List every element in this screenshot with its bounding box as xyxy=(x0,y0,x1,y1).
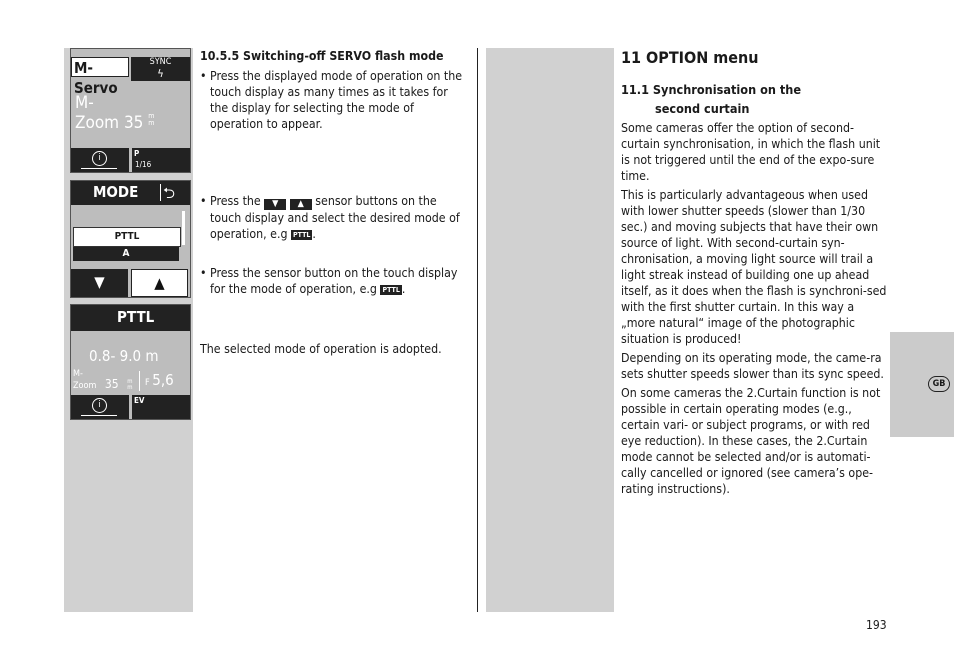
language-badge: GB xyxy=(928,376,950,392)
up-arrow-button: ▲ xyxy=(131,269,188,297)
info-icon: i xyxy=(92,398,107,413)
zoom-value: 35 xyxy=(104,377,119,391)
info-button xyxy=(71,395,129,419)
bullet: • xyxy=(200,69,207,83)
instruction-step-3: • Press the sensor button on the touch display for the mode of operation, e.g PTTL . xyxy=(200,266,458,296)
aperture-label: F xyxy=(145,378,150,388)
down-arrow-button: ▼ xyxy=(71,269,128,297)
aperture-value: 5,6 xyxy=(152,371,174,389)
right-gray-column xyxy=(486,48,614,612)
language-tab xyxy=(890,332,954,437)
bullet: • xyxy=(200,194,207,208)
back-icon: ⮌ xyxy=(163,184,176,202)
step-3-text: Press the sensor button on the touch display for the mode of operation, e.g xyxy=(210,266,458,296)
zoom-readout xyxy=(73,369,133,391)
pttl-bottom-bar xyxy=(71,395,190,419)
info-button xyxy=(71,148,129,172)
paragraph-4: On some cameras the 2.Curtain function is not possible in certain operating modes (e.g., certain vari- or subject programs, or with red eye reduction). In these cases, the 2.Curtain mode cannot be selected and/or is automati-cally cancelled or ignored (see camera’s ope-rating instructions). xyxy=(621,386,881,496)
info-underline xyxy=(81,168,117,169)
mode-list-item-selected: PTTL xyxy=(73,227,181,247)
column-divider xyxy=(477,48,478,612)
instructions-column xyxy=(200,48,466,356)
mode-list-item: A xyxy=(73,247,179,261)
ev-box xyxy=(132,395,190,419)
power-box xyxy=(132,148,190,172)
instruction-step-2: • Press the ▼ ▲ sensor buttons on the touch display and select the desired mode of operation, e.g PTTL . xyxy=(200,194,460,241)
display-pttl xyxy=(70,304,191,420)
section-heading: 10.5.5 Switching-off SERVO flash mode xyxy=(200,49,444,63)
pttl-symbol: PTTL xyxy=(382,286,400,294)
zoom-top: M- xyxy=(73,369,83,379)
instruction-step-1 xyxy=(200,68,466,132)
mode-unit: m m xyxy=(148,112,155,127)
mservo-title: M-Servo xyxy=(71,57,129,77)
subsection-title-line2: second curtain xyxy=(655,101,750,116)
power-value: 1/16 xyxy=(135,160,152,169)
zoom-label: Zoom xyxy=(73,381,97,391)
page-number: 193 xyxy=(866,618,887,632)
zoom-unit: m m xyxy=(127,378,133,391)
sync-label: SYNC xyxy=(149,57,172,67)
ev-label: EV xyxy=(134,396,145,405)
paragraph-1: Some cameras offer the option of second-curtain synchronisation, in which the flash unit is not triggered until the end of the expo-sure time. xyxy=(621,121,881,183)
flash-icon: ϟ xyxy=(157,67,164,80)
readout-separator xyxy=(139,371,140,391)
subsection-title xyxy=(621,80,887,118)
step-2-text-b: sensor buttons on the touch display and select the desired mode of operation, e.g xyxy=(210,194,460,241)
mode-header xyxy=(71,181,190,205)
down-arrow-icon: ▼ xyxy=(264,199,286,210)
arrow-buttons xyxy=(71,269,190,297)
subsection-title-line1: 11.1 Synchronisation on the xyxy=(621,82,802,97)
info-icon: i xyxy=(92,151,107,166)
scrollbar xyxy=(182,211,185,245)
step-1-text: Press the displayed mode of operation on the touch display as many times as it takes for the display for selecting the mode of operation to appear. xyxy=(210,69,463,131)
bullet: • xyxy=(200,266,207,280)
mservo-bottom-bar xyxy=(71,148,190,172)
mode-line1: M- xyxy=(75,93,94,113)
sync-box xyxy=(131,57,190,81)
step-2-text-a: Press the xyxy=(210,194,261,208)
mode-readout xyxy=(75,93,154,133)
mode-title: MODE xyxy=(93,183,139,201)
display-mservo xyxy=(70,48,191,173)
pttl-symbol: PTTL xyxy=(293,231,311,239)
up-arrow-icon: ▲ xyxy=(290,199,312,210)
pttl-title: PTTL xyxy=(117,308,155,326)
header-separator xyxy=(160,184,161,201)
aperture-readout xyxy=(145,371,174,389)
chapter-title: 11 OPTION menu xyxy=(621,48,759,67)
display-mode-select xyxy=(70,180,191,298)
pttl-header xyxy=(71,305,190,333)
range-readout: 0.8- 9.0 m xyxy=(89,347,159,365)
info-underline xyxy=(81,415,117,416)
option-menu-column xyxy=(621,48,887,500)
paragraph-2: This is particularly advantageous when used with lower shutter speeds (slower than 1/30 sec.) and moving subjects that have their own source of light. With second-curtain syn-chronisation, a moving light source will trail a light streak instead of building one up ahead itself, as it does when the flash is synchroni-sed with the first shutter curtain. In this way a „more natural“ image of the photographic situation is produced! xyxy=(621,188,887,346)
result-text: The selected mode of operation is adopted. xyxy=(200,342,442,356)
mode-line2: Zoom 35 xyxy=(75,113,144,133)
power-label: P xyxy=(134,149,140,158)
paragraph-3: Depending on its operating mode, the came-ra sets shutter speeds slower than its sync speed. xyxy=(621,351,884,381)
